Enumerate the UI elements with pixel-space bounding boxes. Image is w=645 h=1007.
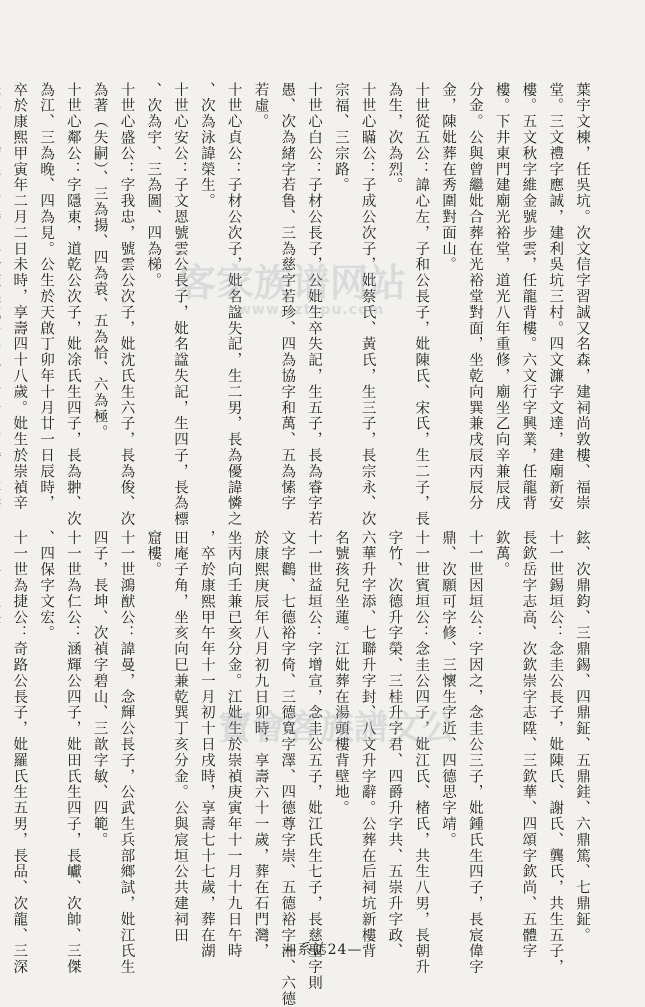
lower-text-block xyxy=(0,530,595,1007)
text-column: 字竹、次德升字榮、三桂升字君、四爵升字共、五崇升字政、 xyxy=(386,530,403,960)
text-column: 十一世因垣公：字因之，念圭公三子，妣鍾氏生四子，長宸偉字 xyxy=(466,530,483,976)
text-column: 、次為宇、三為圖、四為梯。 xyxy=(145,82,162,289)
text-column: 金，陳妣葬在秀圍對面山。 xyxy=(440,82,457,273)
text-column: 坐丙向壬兼已亥分金。江妣生於崇禎庚寅年十一月十九日午時 xyxy=(225,530,242,960)
text-column: 六華升字添、七聯升字封、八文升字辭。公葬在后祠坑新樓背 xyxy=(359,530,376,960)
text-column: 十一世益垣公：字增宣，念圭公五子，妣江氏生七子，長慈聖字則 xyxy=(306,530,323,992)
text-column: 十世心盛公：字我忠，號雲公次子，妣沈氏生六子，長為俊、次 xyxy=(118,82,135,528)
text-column: 鉉、次鼎鈞、三鼎錫、四鼎鉦、五鼎銈、六鼎篤、七鼎鉦。 xyxy=(574,530,590,944)
text-column: 、四保字文宏。 xyxy=(38,530,55,642)
text-column: 十一世錫垣公：念圭公長子，妣陳氏、謝氏、龔氏，共生五子， xyxy=(547,530,564,976)
text-column: 、次為泳諱榮生。 xyxy=(198,82,215,210)
text-column: 分金。公與曾繼妣合葬在光裕堂對面，坐乾向巽兼戌辰丙辰分 xyxy=(466,82,483,512)
text-column: 文字鸛、七德裕字倚、三德寬字澤、四德尊字崇、五德裕字湘、六德 xyxy=(279,530,296,1007)
page-number: —系誌24— xyxy=(282,942,363,958)
text-column: 宗福、三宗路。 xyxy=(332,82,349,194)
text-column: 十一世賓垣公：念圭公四子，妣江氏、楮氏，共生八男，長朝升 xyxy=(413,530,430,976)
text-column: 十世心鄰公：字隱東，道乾公次子，妣凃氏生四子，長為翀、次 xyxy=(64,82,81,528)
text-column: 於康熙庚辰年八月初九日卯時，享壽六十一歲，葬在石門灣， xyxy=(252,530,269,960)
text-column: 樓。五文秋字維金號步雲，任龍背樓。六文行字興業，任龍背 xyxy=(520,82,537,512)
text-column: 為著（失嗣）、三為揚、四為袁、五為恰、六為極。 xyxy=(91,82,108,441)
text-column: 為江、三為晚、四為見。公生於天啟丁卯年十月廿一日辰時， xyxy=(38,82,55,512)
text-column: 四子，長坤、次禎字碧山、三歆字敏、四範。 xyxy=(91,530,108,848)
text-column: 鼎、次願可字修、三懷生字近、四德思字靖。 xyxy=(440,530,457,848)
text-column: 愚、次為緒字若鲁、三為慈字若珍、四為協字和萬、五為愫字 xyxy=(279,82,296,512)
text-column: 十世心瞞公：子成公次子，妣蔡氏、黃氏，生三子，長宗永、次 xyxy=(359,82,376,528)
text-column: 葉宇文棟，任吳坑。次文信字習誠又名森，建祠尚敦樓、福崇 xyxy=(574,82,590,512)
text-column: 樓。下井東門建廟光裕堂，道光八年重修，廟坐乙向辛兼辰戌 xyxy=(493,82,510,512)
text-column: 卒於康熙甲寅年二月二日未時，享壽四十八歲。妣生於崇禎辛 xyxy=(11,82,28,512)
text-column: 十世從五公：諱心左，子和公長子，妣陳氏、宋氏，生二子，長 xyxy=(413,82,430,528)
text-column: 十一世為仁公：涵輝公四子，妣田氏生四子，長巘、次帥、三傑 xyxy=(64,530,81,976)
watermark-site-name: 客家族谱网站 xyxy=(178,261,407,305)
text-column: 欽萬。 xyxy=(493,530,510,578)
text-column: 名號孩兒坐蓮。江妣葬在湯頭樓背壁地。 xyxy=(332,530,349,817)
watermark-url: www.zztzpu.com xyxy=(238,302,385,318)
text-column: 十一世為捷公：奇路公長子，妣羅氏生五男，長品、次龍、三深 xyxy=(11,530,28,976)
text-column: 十世心貞公：子材公次子，妣名諡失記，生二男，長為優諱憐之 xyxy=(225,82,242,528)
watermark-lower: 寶會客族譜文公 xyxy=(218,708,456,748)
upper-text-block xyxy=(0,82,595,527)
text-column: 若虛。 xyxy=(252,82,269,130)
text-column: 十世心白公：子材公長子，公妣生卒失記，生五子，長為睿字若 xyxy=(306,82,323,528)
text-column: 十世心安公：子文恩號雲公長子，妣名諡失記，生四子，長為標 xyxy=(172,82,189,528)
text-column: 為生，次為烈。 xyxy=(386,82,403,194)
text-column: 堂。三文禮字應誠，建利吳坑三村。四文濂字文達，建廟新安 xyxy=(547,82,564,512)
text-column: 窟樓。 xyxy=(145,530,162,578)
text-column: ，卒於康熙甲午年十一月初十日戌時，享壽七十七歲，葬在湖 xyxy=(198,530,215,960)
text-column: 十一世鴻猷公：諱曼，念輝公長子，公武生兵部鄉試，妣江氏生 xyxy=(118,530,135,976)
text-column: 田庵子角，坐亥向巳兼乾巽丁亥分金。公與宸垣公共建祠田 xyxy=(172,530,189,944)
text-column: 長欽岳字志高、次欽崇字志陞、三欽華、四頌字欽尚、五體字 xyxy=(520,530,537,960)
text-column xyxy=(0,82,5,527)
